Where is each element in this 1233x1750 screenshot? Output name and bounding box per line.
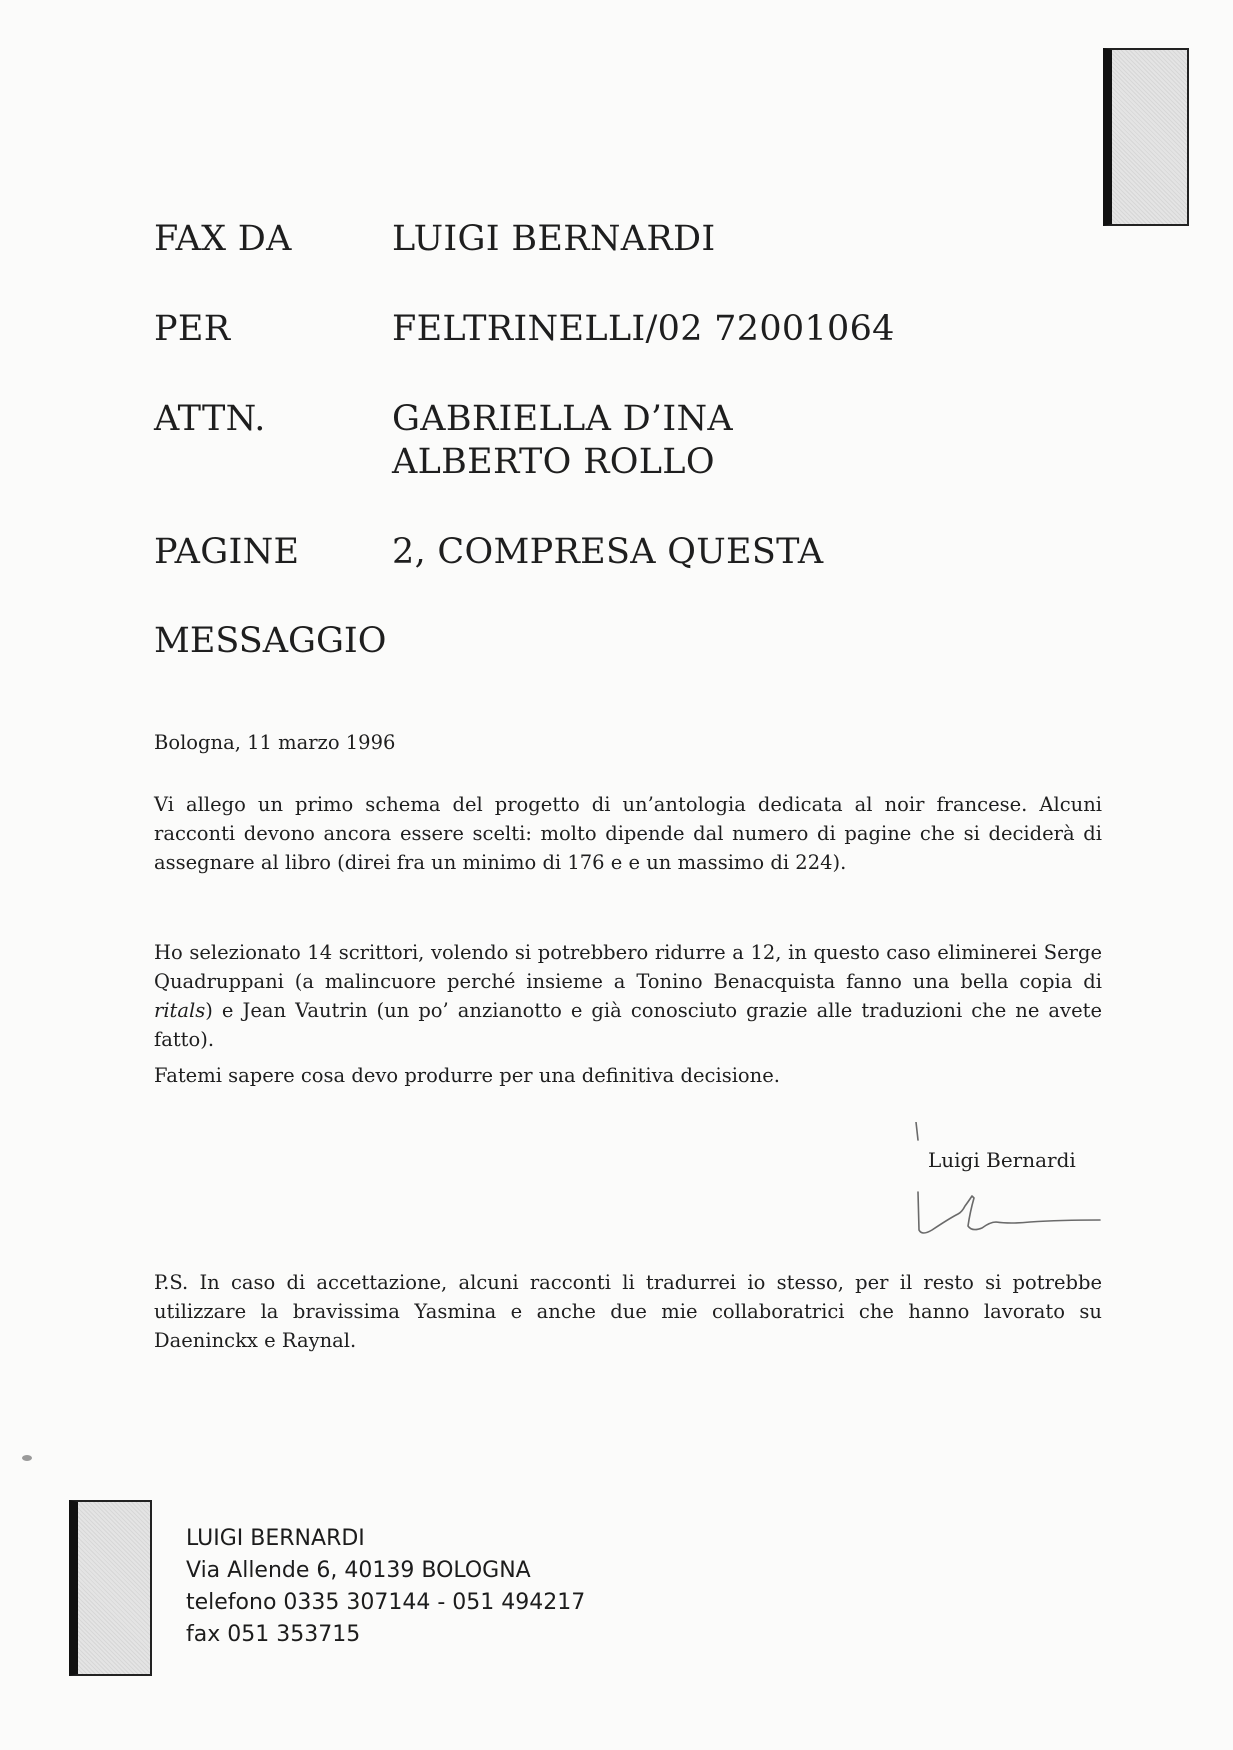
letterhead-footer bbox=[186, 1523, 585, 1651]
scan-speck bbox=[22, 1455, 32, 1461]
fax-da-value: LUIGI BERNARDI bbox=[392, 219, 716, 259]
paragraph-2-text-a: Ho selezionato 14 scrittori, volendo si potrebbero ridurre a 12, in questo caso eliminerei Serge Quadruppani (a malincuore perché insieme a Tonino Benacquista fanno una bella copia di bbox=[154, 941, 1102, 993]
attn-value-1: GABRIELLA D’INA bbox=[392, 399, 733, 439]
per-label: PER bbox=[154, 309, 231, 349]
date-line: Bologna, 11 marzo 1996 bbox=[154, 731, 396, 754]
messaggio-label: MESSAGGIO bbox=[154, 621, 387, 661]
paragraph-3: Fatemi sapere cosa devo produrre per una definitiva decisione. bbox=[154, 1064, 780, 1087]
paragraph-2-italic: ritals bbox=[154, 999, 206, 1022]
pagine-label: PAGINE bbox=[154, 532, 300, 572]
pagine-value: 2, COMPRESA QUESTA bbox=[392, 532, 824, 572]
signature-name: Luigi Bernardi bbox=[928, 1148, 1076, 1172]
postscript: P.S. In caso di accettazione, alcuni racconti li tradurrei io stesso, per il resto si potrebbe utilizzare la bravissima Yasmina e anche due mie collaboratrici che hanno lavorato su Daeninckx e Raynal. bbox=[154, 1271, 1102, 1352]
paragraph-2-text-b: ) e Jean Vautrin (un po’ anzianotto e già conosciuto grazie alle traduzioni che ne avete fatto). bbox=[154, 999, 1102, 1051]
attn-label: ATTN. bbox=[154, 399, 266, 439]
per-value: FELTRINELLI/02 72001064 bbox=[392, 309, 895, 349]
footer-name: LUIGI BERNARDI bbox=[186, 1526, 365, 1551]
paragraph-1: Vi allego un primo schema del progetto di un’antologia dedicata al noir francese. Alcuni racconti devono ancora essere scelti: molto dipende dal numero di pagine che si deciderà di assegnare al libro (direi fra un minimo di 176 e e un massimo di 224). bbox=[154, 793, 1102, 874]
decorative-box-bottom bbox=[69, 1500, 152, 1676]
footer-address: Via Allende 6, 40139 BOLOGNA bbox=[186, 1558, 531, 1583]
attn-value-2: ALBERTO ROLLO bbox=[392, 442, 715, 482]
footer-phone: telefono 0335 307144 - 051 494217 bbox=[186, 1590, 586, 1615]
paragraph-2 bbox=[154, 938, 1102, 1054]
footer-fax: fax 051 353715 bbox=[186, 1622, 361, 1647]
handwritten-signature bbox=[910, 1122, 1110, 1242]
fax-da-label: FAX DA bbox=[154, 219, 292, 259]
decorative-box-top bbox=[1103, 48, 1189, 226]
